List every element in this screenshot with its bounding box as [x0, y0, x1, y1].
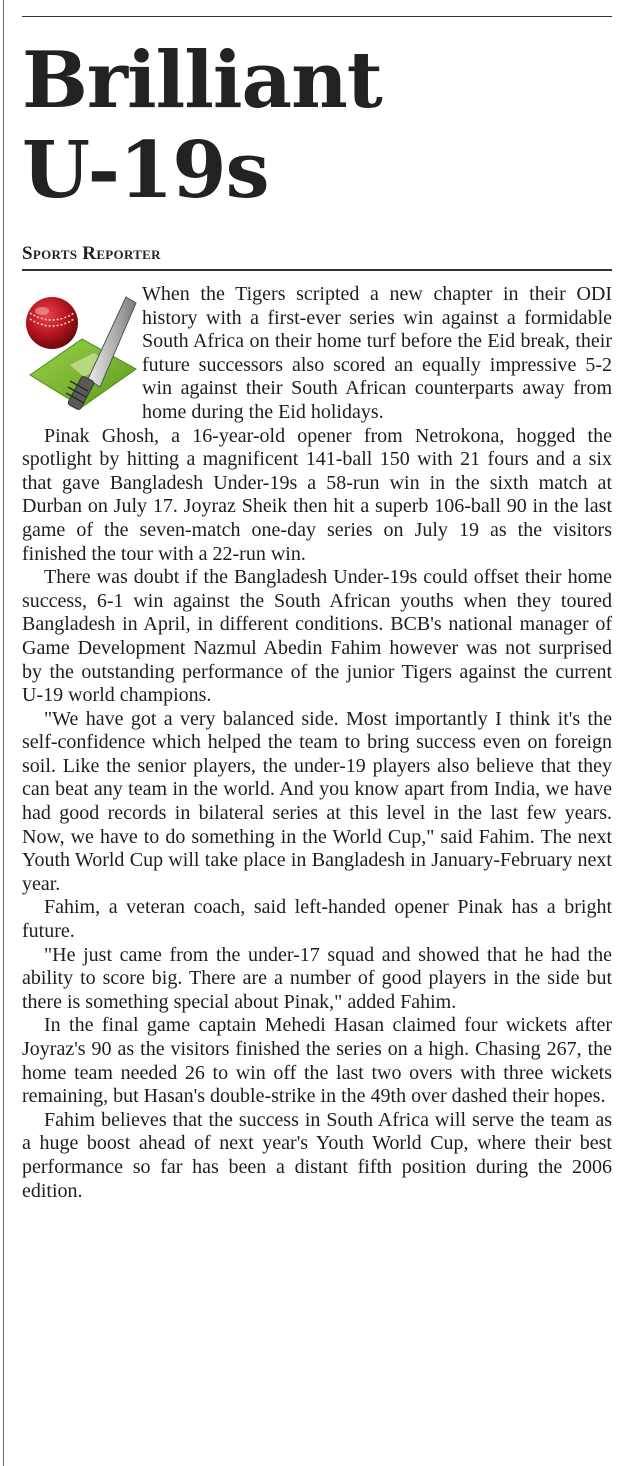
top-rule — [22, 16, 612, 17]
cricket-ball-bat-pitch-icon — [18, 283, 138, 423]
headline-line-2: U-19s — [22, 125, 269, 216]
byline-rule — [22, 269, 612, 271]
headline — [22, 36, 382, 216]
paragraph-4: "We have got a very balanced side. Most importantly I think it's the self-confidence which helped the team to bring success even on foreign soil. Like the senior players, the under-19 players also believe that they can beat any team in the world. And you know apart from India, we have had good records in bilateral series at this level in the last few years. Now, we have to do something in the World Cup," said Fahim. The next Youth World Cup will take place in Bangladesh in January-February next year. — [22, 707, 612, 895]
paragraph-5: Fahim, a veteran coach, said left-handed opener Pinak has a bright future. — [22, 896, 612, 943]
page-edge-rule — [3, 0, 4, 1466]
paragraph-2: Pinak Ghosh, a 16-year-old opener from Netrokona, hogged the spotlight by hitting a magnificent 141-ball 150 with 21 fours and a six that gave Bangladesh Under-19s a 58-run win in the sixth match at Durban on July 17. Joyraz Sheik then hit a superb 106-ball 90 in the last game of the seven-match one-day series on July 19 as the visitors finished the tour with a 22-run win. — [22, 424, 612, 565]
headline-line-1: Brilliant — [22, 35, 382, 126]
article-body — [22, 283, 612, 1203]
paragraph-3: There was doubt if the Bangladesh Under-19s could offset their home success, 6-1 win against the South African youths when they toured Bangladesh in April, in different conditions. BCB's national manager of Game Development Nazmul Abedin Fahim however was not surprised by the outstanding performance of the junior Tigers against the current U-19 world champions. — [22, 566, 612, 707]
byline: Sports Reporter — [22, 243, 161, 264]
paragraph-8: Fahim believes that the success in South Africa will serve the team as a huge boost ahead of next year's Youth World Cup, where their best performance so far has been a distant fifth position during the 2006 edition. — [22, 1108, 612, 1202]
paragraph-7: In the final game captain Mehedi Hasan claimed four wickets after Joyraz's 90 as the visitors finished the series on a high. Chasing 267, the home team needed 26 to win off the last two overs with three wickets remaining, but Hasan's double-strike in the 49th over dashed their hopes. — [22, 1014, 612, 1108]
paragraph-1: When the Tigers scripted a new chapter in their ODI history with a first-ever series win against a formidable South Africa on their home turf before the Eid break, their future successors also scored an equally impressive 5-2 win against their South African counterparts away from home during the Eid holidays. — [142, 283, 612, 423]
paragraph-6: "He just came from the under-17 squad and showed that he had the ability to score big. There are a number of good players in the side but there is something special about Pinak," added Fahim. — [22, 943, 612, 1013]
